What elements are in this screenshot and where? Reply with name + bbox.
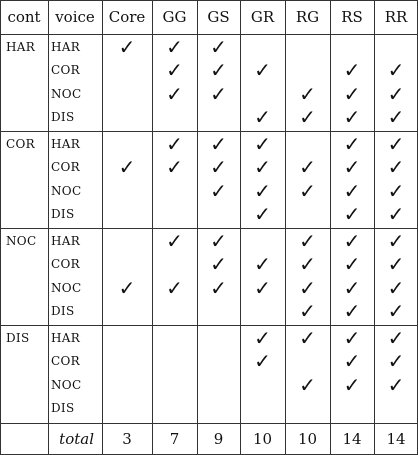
voice-label: COR	[51, 63, 80, 78]
check-mark: ✓	[166, 81, 183, 106]
total-value: 3	[122, 430, 132, 448]
voice-label: COR	[51, 354, 80, 369]
check-mark: ✓	[343, 372, 361, 397]
check-mark: ✓	[343, 229, 361, 253]
voice-label: DIS	[51, 401, 75, 416]
total-value: 9	[213, 430, 224, 448]
check-mark: ✓	[254, 58, 271, 83]
check-mark: ✓	[299, 275, 316, 300]
check-mark: ✓	[166, 155, 183, 180]
check-mark: ✓	[299, 299, 316, 324]
total-value: 14	[342, 430, 362, 448]
cont-label: DIS	[6, 330, 30, 345]
check-mark: ✓	[387, 105, 405, 130]
column-header: RS	[341, 8, 363, 26]
check-mark: ✓	[299, 326, 316, 350]
check-mark: ✓	[210, 81, 227, 106]
voice-label: COR	[51, 160, 80, 175]
check-mark: ✓	[387, 58, 405, 83]
check-mark: ✓	[343, 349, 361, 374]
check-mark: ✓	[387, 326, 405, 350]
check-mark: ✓	[254, 178, 271, 203]
total-value: 7	[169, 430, 180, 448]
check-mark: ✓	[387, 372, 405, 397]
check-mark: ✓	[343, 202, 361, 227]
check-mark: ✓	[343, 58, 361, 83]
check-mark: ✓	[210, 275, 227, 300]
voice-label: DIS	[51, 110, 75, 125]
check-mark: ✓	[387, 229, 405, 253]
cont-label: COR	[6, 136, 35, 151]
check-mark: ✓	[166, 275, 183, 300]
check-mark: ✓	[387, 349, 405, 374]
voice-label: HAR	[51, 136, 81, 151]
voice-label: NOC	[51, 280, 82, 295]
check-mark: ✓	[254, 105, 271, 130]
voice-label: DIS	[51, 207, 75, 222]
check-mark: ✓	[387, 252, 405, 277]
check-mark: ✓	[210, 58, 227, 83]
check-mark: ✓	[343, 299, 361, 324]
check-mark: ✓	[118, 155, 136, 180]
voice-label: NOC	[51, 86, 82, 101]
check-mark: ✓	[118, 275, 136, 300]
check-mark: ✓	[166, 132, 183, 156]
total-value: 14	[386, 430, 406, 448]
voice-label: HAR	[51, 330, 81, 345]
check-mark: ✓	[166, 58, 183, 83]
voice-label: HAR	[51, 233, 81, 248]
check-mark: ✓	[343, 275, 361, 300]
check-mark: ✓	[254, 326, 271, 350]
check-mark: ✓	[387, 132, 405, 156]
check-mark: ✓	[254, 349, 271, 374]
check-mark: ✓	[343, 132, 361, 156]
check-mark: ✓	[210, 252, 227, 277]
total-label: total	[59, 430, 94, 448]
check-mark: ✓	[210, 132, 227, 156]
check-mark: ✓	[210, 178, 227, 203]
check-mark: ✓	[210, 155, 227, 180]
check-mark: ✓	[343, 105, 361, 130]
voice-label: NOC	[51, 183, 82, 198]
check-mark: ✓	[299, 229, 316, 253]
column-header: GR	[250, 8, 275, 26]
check-mark: ✓	[118, 35, 136, 59]
check-mark: ✓	[343, 155, 361, 180]
check-mark: ✓	[254, 155, 271, 180]
check-mark: ✓	[299, 155, 316, 180]
check-mark: ✓	[299, 105, 316, 130]
check-mark: ✓	[387, 202, 405, 227]
check-mark: ✓	[387, 275, 405, 300]
check-mark: ✓	[387, 299, 405, 324]
voice-label: NOC	[51, 377, 82, 392]
check-mark: ✓	[387, 81, 405, 106]
check-mark: ✓	[299, 178, 316, 203]
check-mark: ✓	[299, 81, 316, 106]
check-mark: ✓	[254, 132, 271, 156]
column-header: RG	[295, 8, 320, 26]
check-mark: ✓	[343, 81, 361, 106]
cont-label: HAR	[6, 39, 36, 54]
check-mark: ✓	[387, 178, 405, 203]
column-header: GG	[162, 8, 187, 26]
total-value: 10	[252, 430, 273, 448]
cont-label: NOC	[6, 233, 37, 248]
total-value: 10	[297, 430, 318, 448]
column-header: GS	[207, 8, 230, 26]
check-mark: ✓	[254, 275, 271, 300]
check-mark: ✓	[166, 229, 183, 253]
check-mark: ✓	[387, 155, 405, 180]
column-header: cont	[7, 8, 41, 26]
check-mark: ✓	[343, 252, 361, 277]
check-mark: ✓	[343, 326, 361, 350]
check-mark: ✓	[299, 252, 316, 277]
column-header: voice	[55, 8, 95, 26]
check-mark: ✓	[343, 178, 361, 203]
check-mark: ✓	[210, 229, 227, 253]
check-mark: ✓	[254, 252, 271, 277]
voice-label: HAR	[51, 39, 81, 54]
check-mark: ✓	[210, 35, 227, 59]
voice-label: DIS	[51, 304, 75, 319]
column-header: RR	[384, 8, 408, 26]
check-mark: ✓	[166, 35, 183, 59]
column-header: Core	[108, 8, 146, 26]
check-mark: ✓	[299, 372, 316, 397]
check-mark: ✓	[254, 202, 271, 227]
voice-label: COR	[51, 257, 80, 272]
